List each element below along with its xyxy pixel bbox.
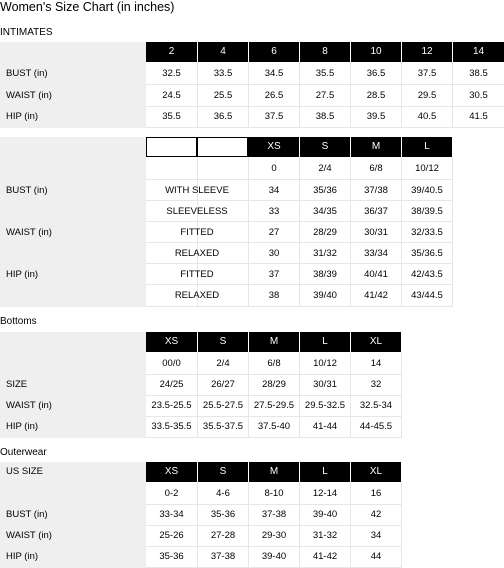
table-cell: 32	[370, 379, 382, 390]
table-cell: 33-34	[159, 509, 184, 520]
header-cell: L	[300, 462, 350, 482]
table-cell: 29.5-32.5	[304, 400, 346, 411]
table-cell: 38	[268, 290, 280, 301]
table-cell: 28/29	[313, 227, 337, 238]
header-blank-cell	[198, 138, 247, 156]
table-cell: 34	[268, 185, 280, 196]
header-cell: 8	[300, 42, 350, 62]
fit-type-cell: WITH SLEEVE	[165, 185, 229, 196]
table-cell: 35/36.5	[411, 248, 443, 259]
row-label: BUST (in)	[6, 68, 48, 79]
bottoms-size-table	[0, 332, 504, 438]
table-cell: 28/29	[262, 379, 286, 390]
table-cell: 30/31	[364, 227, 388, 238]
bottoms-section-title: Bottoms	[0, 316, 37, 327]
table-cell: 32.5-34	[359, 400, 393, 411]
page-title: Women's Size Chart (in inches)	[0, 0, 175, 14]
table-cell: 35.5	[162, 111, 181, 122]
table-cell: 36.5	[366, 68, 386, 79]
size-cell: 0	[271, 163, 277, 174]
header-cell: M	[249, 462, 299, 482]
header-cell: S	[198, 332, 248, 352]
row-label: WAIST (in)	[6, 227, 52, 238]
header-cell: L	[402, 137, 452, 157]
table-cell: 42/43.5	[411, 269, 443, 280]
header-cell: XS	[146, 462, 197, 482]
header-blank-cell	[147, 138, 196, 156]
table-cell: 27-28	[210, 530, 236, 541]
table-cell: 40/41	[364, 269, 388, 280]
us-size-label: US SIZE	[6, 466, 43, 477]
table-cell: 32.5	[162, 68, 181, 79]
table-cell: 39/40.5	[411, 185, 443, 196]
header-cell: S	[198, 462, 248, 482]
size-cell: 6/8	[267, 358, 281, 369]
table-cell: 31-32	[312, 530, 338, 541]
row-label: WAIST (in)	[6, 400, 52, 411]
outerwear-section-title: Outerwear	[0, 447, 47, 458]
table-cell: 42	[370, 509, 382, 520]
table-cell: 27.5	[315, 90, 335, 101]
table-cell: 35.5-37.5	[202, 421, 244, 432]
table-cell: 28.5	[366, 90, 386, 101]
table-cell: 25.5-27.5	[202, 400, 244, 411]
row-label: HIP (in)	[6, 111, 39, 122]
table-cell: 40.5	[417, 111, 437, 122]
fit-type-cell: RELAXED	[174, 248, 220, 259]
row-label: HIP (in)	[6, 421, 39, 432]
size-cell: 8-10	[264, 488, 284, 499]
intimates-size-table	[0, 42, 504, 128]
table-cell: 33.5-35.5	[151, 421, 192, 432]
table-cell: 30/31	[313, 379, 337, 390]
size-cell: 16	[370, 488, 382, 499]
table-cell: 41.5	[469, 111, 488, 122]
size-cell: 10/12	[415, 163, 439, 174]
table-cell: 27.5-29.5	[253, 400, 295, 411]
table-cell: 32/33.5	[411, 227, 443, 238]
table-cell: 23.5-25.5	[151, 400, 192, 411]
header-cell: M	[249, 332, 299, 352]
table-cell: 41-42	[312, 551, 338, 562]
header-cell: 4	[198, 42, 248, 62]
size-cell: 14	[370, 358, 382, 369]
table-cell: 37.5-40	[257, 421, 291, 432]
header-cell: 6	[249, 42, 299, 62]
table-cell: 37-38	[210, 551, 236, 562]
table-cell: 38.5	[315, 111, 335, 122]
header-cell: XL	[351, 332, 401, 352]
intimates-fit-table	[0, 137, 504, 307]
header-cell: M	[351, 137, 401, 157]
header-cell: 10	[351, 42, 401, 62]
size-cell: 10/12	[313, 358, 337, 369]
size-cell: 00/0	[162, 358, 181, 369]
table-cell: 34/35	[313, 206, 337, 217]
table-cell: 36.5	[213, 111, 233, 122]
size-cell: 2/4	[318, 163, 332, 174]
size-cell: 4-6	[216, 488, 230, 499]
row-label: WAIST (in)	[6, 530, 52, 541]
table-cell: 35.5	[315, 68, 335, 79]
header-cell: 12	[402, 42, 452, 62]
table-cell: 30.5	[469, 90, 488, 101]
row-label: BUST (in)	[6, 509, 48, 520]
row-label: SIZE	[6, 379, 28, 390]
table-cell: 24/25	[159, 379, 184, 390]
table-cell: 39.5	[366, 111, 386, 122]
table-cell: 26/27	[211, 379, 235, 390]
size-cell: 2/4	[216, 358, 230, 369]
table-cell: 24.5	[162, 90, 181, 101]
size-cell: 0-2	[164, 488, 179, 499]
table-cell: 41-44	[312, 421, 338, 432]
table-cell: 41/42	[364, 290, 388, 301]
table-cell: 37	[268, 269, 280, 280]
table-cell: 38.5	[469, 68, 488, 79]
table-cell: 25-26	[159, 530, 184, 541]
table-cell: 31/32	[313, 248, 337, 259]
table-cell: 35-36	[210, 509, 236, 520]
table-cell: 35/36	[313, 185, 337, 196]
table-cell: 37.5	[417, 68, 437, 79]
table-cell: 37/38	[364, 185, 388, 196]
table-cell: 29-30	[261, 530, 287, 541]
row-label: BUST (in)	[6, 185, 48, 196]
fit-type-cell: FITTED	[180, 227, 214, 238]
table-cell: 27	[268, 227, 280, 238]
header-cell: S	[300, 137, 350, 157]
header-cell: XL	[351, 462, 401, 482]
row-label: WAIST (in)	[6, 90, 52, 101]
table-cell: 34.5	[264, 68, 284, 79]
header-cell: XS	[249, 137, 299, 157]
fit-type-cell: SLEEVELESS	[166, 206, 228, 217]
table-cell: 33	[268, 206, 280, 217]
table-cell: 35-36	[159, 551, 184, 562]
table-cell: 37-38	[261, 509, 287, 520]
header-cell: 14	[453, 42, 504, 62]
table-cell: 30	[268, 248, 280, 259]
table-cell: 43/44.5	[411, 290, 443, 301]
fit-type-cell: FITTED	[180, 269, 214, 280]
table-cell: 39-40	[261, 551, 287, 562]
table-cell: 29.5	[417, 90, 437, 101]
table-cell: 39/40	[313, 290, 337, 301]
table-cell: 36/37	[364, 206, 388, 217]
outerwear-size-table	[0, 462, 504, 568]
table-cell: 44-45.5	[359, 421, 393, 432]
intimates-section-title: INTIMATES	[0, 27, 53, 38]
row-label: HIP (in)	[6, 269, 39, 280]
row-label: HIP (in)	[6, 551, 39, 562]
table-cell: 33.5	[213, 68, 233, 79]
table-cell: 25.5	[213, 90, 233, 101]
size-cell: 6/8	[369, 163, 383, 174]
table-cell: 33/34	[364, 248, 388, 259]
table-cell: 37.5	[264, 111, 284, 122]
table-cell: 38/39.5	[411, 206, 443, 217]
header-cell: 2	[146, 42, 197, 62]
header-cell: L	[300, 332, 350, 352]
table-cell: 38/39	[313, 269, 337, 280]
table-cell: 39-40	[312, 509, 338, 520]
table-cell: 44	[370, 551, 382, 562]
header-cell: XS	[146, 332, 197, 352]
table-cell: 34	[370, 530, 382, 541]
size-cell: 12-14	[312, 488, 338, 499]
fit-type-cell: RELAXED	[174, 290, 220, 301]
table-cell: 26.5	[264, 90, 284, 101]
